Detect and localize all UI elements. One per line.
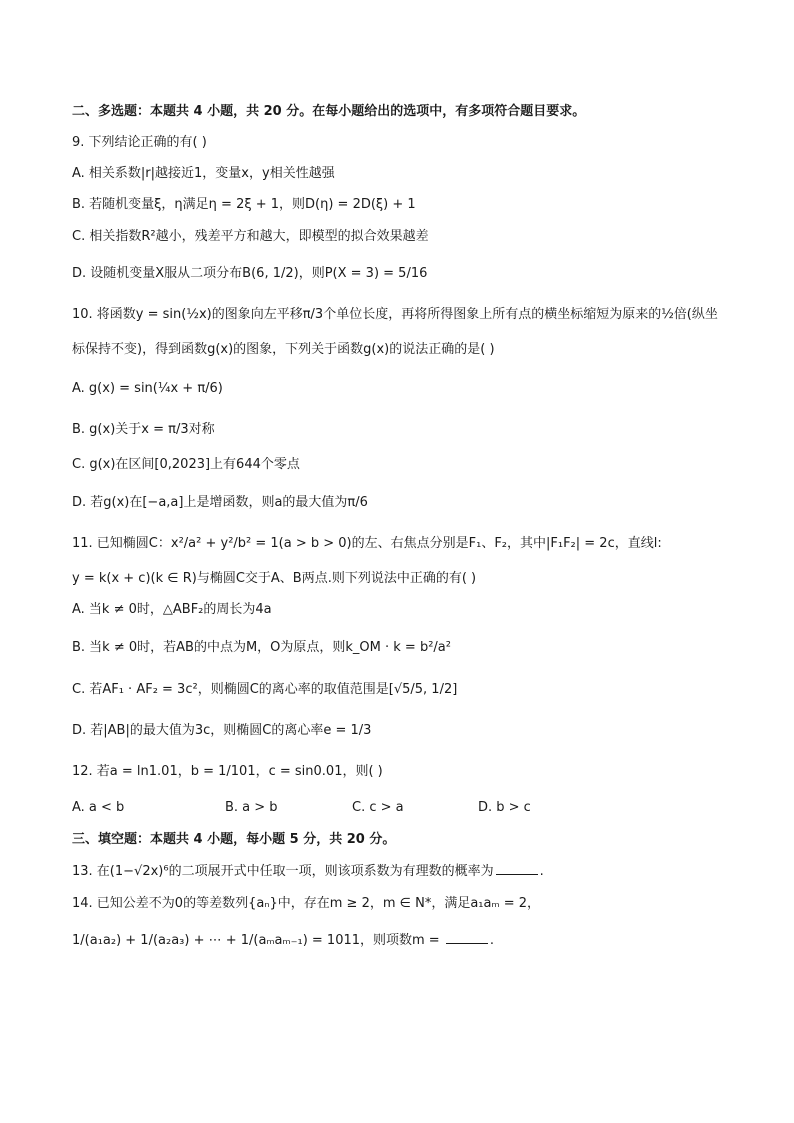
q9-option-c: C. 相关指数R²越小，残差平方和越大，即模型的拟合效果越差	[72, 229, 429, 244]
q12-option-b: B. a > b	[225, 800, 278, 815]
q10-option-d: D. 若g(x)在[−a,a]上是增函数，则a的最大值为π/6	[72, 495, 368, 510]
q13-period: .	[539, 864, 544, 879]
q10-stem-line1: 10. 将函数y = sin(½x)的图象向左平移π/3个单位长度，再将所得图象上所有点的横坐标缩短为原来的½倍(纵坐	[72, 307, 718, 322]
q14-line2	[72, 931, 494, 950]
q10-stem-line2: 标保持不变)，得到函数g(x)的图象，下列关于函数g(x)的说法正确的是( )	[72, 342, 495, 357]
q10-option-a: A. g(x) = sin(¼x + π/6)	[72, 381, 223, 396]
q10-option-c: C. g(x)在区间[0,2023]上有644个零点	[72, 457, 300, 472]
section-header-multi-choice: 二、多选题：本题共 4 小题，共 20 分。在每小题给出的选项中，有多项符合题目要求。	[72, 104, 586, 119]
q13-line	[72, 862, 544, 881]
q9-option-b: B. 若随机变量ξ，η满足η = 2ξ + 1，则D(η) = 2D(ξ) + 1	[72, 197, 416, 212]
q14-line1: 14. 已知公差不为0的等差数列{aₙ}中，存在m ≥ 2，m ∈ N*，满足a₁aₘ = 2，	[72, 896, 541, 911]
q12-option-a: A. a < b	[72, 800, 125, 815]
q12-option-d: D. b > c	[478, 800, 531, 815]
q12-stem: 12. 若a = ln1.01，b = 1/101，c = sin0.01，则( )	[72, 764, 383, 779]
q11-option-d: D. 若|AB|的最大值为3c，则椭圆C的离心率e = 1/3	[72, 723, 372, 738]
q10-option-b: B. g(x)关于x = π/3对称	[72, 422, 215, 437]
q11-stem-line2: y = k(x + c)(k ∈ R)与椭圆C交于A、B两点.则下列说法中正确的有( )	[72, 571, 477, 586]
q13-text: 13. 在(1−√2x)⁶的二项展开式中任取一项，则该项系数为有理数的概率为	[72, 864, 494, 879]
q11-option-b: B. 当k ≠ 0时，若AB的中点为M，O为原点，则k_OM · k = b²/a²	[72, 640, 451, 655]
q11-stem-line1: 11. 已知椭圆C：x²/a² + y²/b² = 1(a > b > 0)的左、右焦点分别是F₁、F₂，其中|F₁F₂| = 2c，直线l:	[72, 536, 662, 551]
q14-answer-blank[interactable]	[446, 931, 488, 944]
q11-option-c: C. 若AF₁ · AF₂ = 3c²，则椭圆C的离心率的取值范围是[√5/5, 1/2]	[72, 682, 458, 697]
q9-option-a: A. 相关系数|r|越接近1，变量x，y相关性越强	[72, 166, 335, 181]
q14-period: .	[489, 933, 494, 948]
q11-option-a: A. 当k ≠ 0时，△ABF₂的周长为4a	[72, 602, 272, 617]
q14-text: 1/(a₁a₂) + 1/(a₂a₃) + ⋯ + 1/(aₘaₘ₋₁) = 1011，则项数m =	[72, 933, 444, 948]
section-header-fill-blank: 三、填空题：本题共 4 小题，每小题 5 分，共 20 分。	[72, 832, 396, 847]
q9-option-d: D. 设随机变量X服从二项分布B(6, 1/2)，则P(X = 3) = 5/16	[72, 266, 428, 281]
q9-stem: 9. 下列结论正确的有( )	[72, 135, 207, 150]
q13-answer-blank[interactable]	[496, 862, 538, 875]
q12-option-c: C. c > a	[352, 800, 404, 815]
